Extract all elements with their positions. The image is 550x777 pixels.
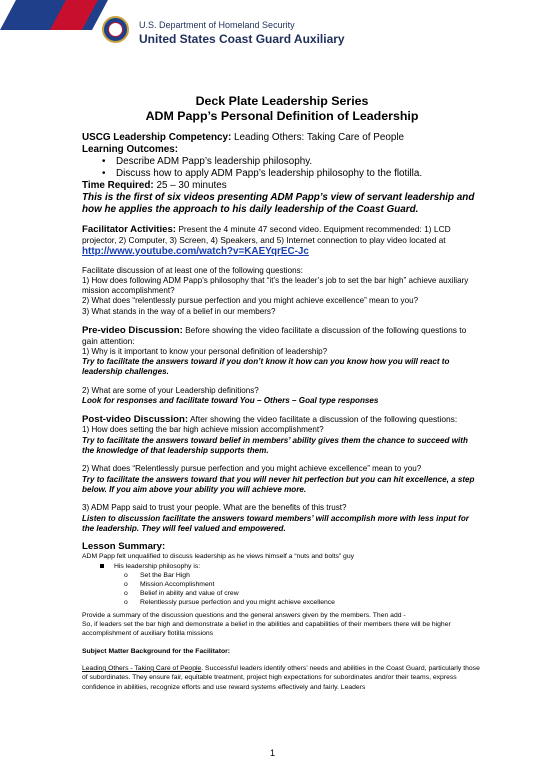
org-line-1: U.S. Department of Homeland Security (139, 20, 295, 30)
discussion-intro: Facilitate discussion of at least one of the following questions: (82, 265, 303, 275)
competency (82, 132, 482, 144)
outcome-item: • Describe ADM Papp’s leadership philosophy. (116, 156, 482, 168)
summary-intro: ADM Papp felt unqualified to discuss leadership as he views himself a “nuts and bolts” guy (82, 553, 355, 561)
video-link[interactable]: http://www.youtube.com/watch?v=KAEYqrEC-Jc (82, 245, 309, 257)
summary-item: o Belief in ability and value of crew (82, 589, 482, 598)
auxiliary-seal-icon (102, 16, 129, 43)
post-answer: Try to facilitate the answers toward that you will never hit perfection but you can hit excellence, a step below. If you aim above your ability you will achieve more. (82, 474, 475, 494)
time-label: Time Required: (82, 180, 154, 191)
time-value: 25 – 30 minutes (153, 180, 227, 191)
outcomes-list (82, 156, 482, 180)
discussion-question: 1) How does following ADM Papp’s philosophy that “it’s the leader’s job to set the bar high” achieve auxiliary mission accomplishment? (82, 275, 469, 296)
pre-answer: Look for responses and facilitate toward You – Others – Goal type responses (82, 395, 379, 405)
intro-statement: This is the first of six videos presenting ADM Papp’s view of servant leadership and how he applies the approach to his daily leadership of the Coast Guard. (82, 192, 475, 215)
pre-text: Before showing the video facilitate a discussion of the following questions to gain attention: (82, 325, 467, 347)
summary-item: o Relentlessly pursue perfection and you might achieve excellence (82, 598, 482, 607)
pre-answer: Try to facilitate the answers toward if you don’t know it how can you know how you will react to leadership challenges. (82, 356, 450, 377)
summary-provide: Provide a summary of the discussion questions and the general answers given by the members. Then add - (82, 611, 406, 619)
title-line-1: Deck Plate Leadership Series (195, 94, 369, 108)
sme-label: Subject Matter Background for the Facilitator: (82, 647, 231, 655)
summary-item: o Mission Accomplishment (82, 580, 482, 589)
summary-item: o Set the Bar High (82, 571, 482, 580)
post-text: After showing the video facilitate a discussion of the following questions: (188, 414, 458, 425)
post-answer: Try to facilitate the answers toward belief in members’ ability gives them the chance to succeed with the knowledge of that leadership supports them. (82, 435, 468, 456)
pre-label: Pre-video Discussion: (82, 325, 183, 337)
summary-so: So, if leaders set the bar high and demonstrate a belief in the abilities and capabilities of their members there will be higher accomplishment of auxiliary flotilla missions (82, 621, 451, 638)
title-line-2: ADM Papp’s Personal Definition of Leadership (145, 109, 419, 123)
org-line-2: United States Coast Guard Auxiliary (139, 32, 345, 46)
page-number: 1 (270, 748, 276, 758)
summary-label: Lesson Summary: (82, 541, 166, 553)
pre-video-discussion (82, 325, 482, 347)
post-question: 1) How does setting the bar high achieve mission accomplishment? (82, 425, 324, 435)
discussion-question: 2) What does “relentlessly pursue perfection and you might achieve excellence” mean to you? (82, 296, 419, 306)
competency-label: USCG Leadership Competency: (82, 132, 232, 143)
post-video-discussion (82, 414, 482, 425)
facilitator-activities (82, 224, 482, 246)
outcome-item: • Discuss how to apply ADM Papp’s leadership philosophy to the flotilla. (116, 168, 482, 180)
sme-title: Leading Others - Taking Care of People (82, 664, 202, 672)
outcomes-label: Learning Outcomes: (82, 144, 179, 155)
competency-value: Leading Others: Taking Care of People (231, 132, 405, 143)
time-required (82, 180, 482, 192)
letterhead (0, 0, 550, 62)
post-question: 3) ADM Papp said to trust your people. What are the benefits of this trust? (82, 503, 347, 513)
sme-paragraph (82, 664, 482, 692)
facilitator-text: Present the 4 minute 47 second video. Equipment recommended: 1) LCD projector, 2) Computer, 3) Screen, 4) Speakers, and 5) Internet connection to play video located at (82, 224, 451, 246)
document-body (82, 94, 482, 692)
summary-bullet: His leadership philosophy is: (82, 562, 482, 571)
facilitator-label: Facilitator Activities: (82, 224, 177, 235)
pre-question: 1) Why is it important to know your personal definition of leadership? (82, 346, 328, 356)
post-label: Post-video Discussion: (82, 414, 189, 426)
post-answer: Listen to discussion facilitate the answers toward members’ will accomplish more with less input for the leadership. They will feel valued and empowered. (82, 513, 469, 533)
sme-text: . Successful leaders identify others’ needs and abilities in the Coast Guard, particularly those of subordinates. They ensure fair, equitable treatment, project high expectations for subordinates and/or their teams, express confidence in abilities, recognize efforts and use reward systems effectively and fairly. Leaders (82, 664, 480, 691)
discussion-question: 3) What stands in the way of a belief in our members? (82, 306, 276, 316)
post-question: 2) What does “Relentlessly pursue perfection and you might achieve excellence” mean to you? (82, 464, 422, 474)
pre-question: 2) What are some of your Leadership definitions? (82, 385, 259, 395)
